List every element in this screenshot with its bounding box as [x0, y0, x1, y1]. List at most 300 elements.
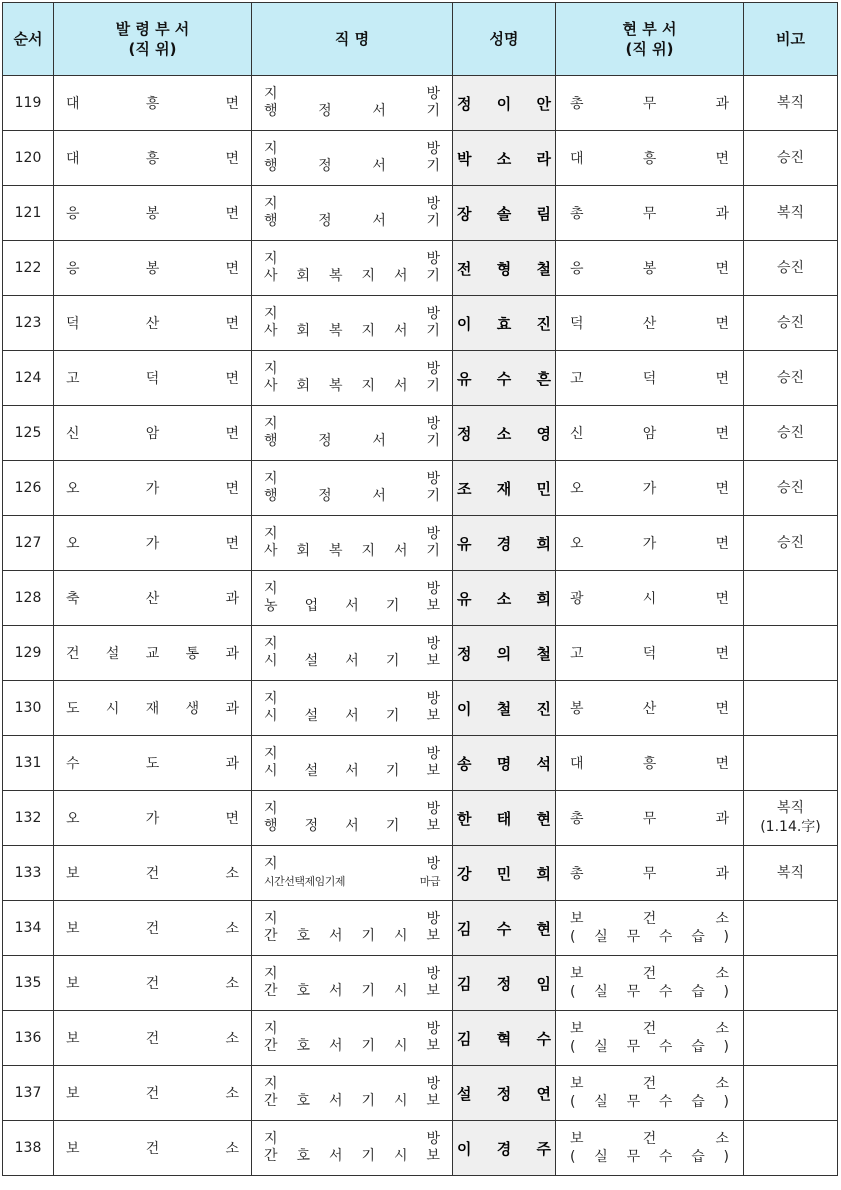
current-dept-note-char: 수	[658, 1039, 673, 1055]
dept-cell	[54, 1066, 252, 1121]
position-title-char: 간	[264, 1148, 278, 1164]
position-grade-char: 지	[264, 856, 278, 872]
position-cell	[252, 351, 453, 406]
current-dept-text	[556, 910, 743, 946]
position-grade	[264, 636, 440, 653]
position-cell	[252, 516, 453, 571]
person-name-char: 태	[496, 809, 512, 828]
position-title-char: 서	[372, 103, 386, 119]
current-dept-note-char: )	[723, 1149, 729, 1165]
table-row	[3, 241, 838, 296]
position-text	[252, 1131, 452, 1165]
position-title-char: 서	[345, 763, 359, 779]
dept-text-char: 도	[145, 756, 160, 772]
person-name-char: 소	[496, 589, 512, 608]
position-text	[252, 526, 452, 560]
person-name	[453, 203, 555, 224]
person-name-char: 유	[457, 589, 472, 608]
current-dept-char: 덕	[642, 371, 657, 387]
dept-cell	[54, 516, 252, 571]
position-cell	[252, 186, 453, 241]
person-name-char: 진	[536, 314, 551, 333]
current-dept-char: 가	[642, 536, 657, 552]
dept-text-char: 건	[145, 976, 160, 992]
person-name-char: 희	[536, 534, 551, 553]
position-title-char: 서	[328, 1148, 343, 1164]
person-name-char: 임	[536, 974, 551, 993]
position-title-char: 행	[264, 488, 278, 504]
dept-text	[54, 368, 251, 388]
position-title-char: 서	[372, 213, 386, 229]
position-cell	[252, 76, 453, 131]
seq-cell: 126	[3, 461, 54, 516]
person-name-char: 경	[496, 1139, 512, 1158]
person-name-char: 조	[457, 479, 472, 498]
dept-text-char: 보	[66, 1086, 80, 1102]
position-grade-char: 방	[426, 306, 440, 322]
dept-text-char: 건	[66, 646, 80, 662]
position-title-char: 기	[385, 653, 400, 669]
note-text: 복직	[776, 204, 805, 221]
position-grade	[264, 306, 440, 323]
position-cell	[252, 901, 453, 956]
table-row	[3, 296, 838, 351]
current-dept-note-char: (	[570, 1039, 576, 1055]
dept-text-char: 오	[66, 481, 80, 497]
current-dept-char: 면	[715, 756, 729, 772]
dept-cell	[54, 956, 252, 1011]
position-title-char: 시	[393, 1038, 408, 1054]
position-grade-char: 방	[426, 966, 440, 982]
current-dept-char: 소	[715, 1076, 729, 1092]
table-row	[3, 681, 838, 736]
position-title-char: 기	[426, 103, 440, 119]
position-title-char: 업	[304, 598, 319, 614]
dept-text-char: 덕	[145, 371, 160, 387]
position-title-char: 기	[426, 268, 440, 284]
dept-text-char: 건	[145, 1031, 160, 1047]
position-title	[264, 928, 440, 945]
current-dept	[556, 863, 743, 883]
dept-text	[54, 1028, 251, 1048]
position-title-char: 기	[426, 433, 440, 449]
position-title-char: 간	[264, 928, 278, 944]
position-grade-char: 방	[426, 746, 440, 762]
position-text	[252, 911, 452, 945]
current-dept-note-char: 수	[658, 929, 673, 945]
dept-text-char: 가	[145, 536, 160, 552]
position-title-char: 호	[296, 983, 311, 999]
dept-text-char: 면	[225, 316, 239, 332]
name-cell	[453, 791, 556, 846]
dept-text	[54, 148, 251, 168]
position-title-char: 사	[264, 268, 278, 284]
position-title	[264, 323, 440, 340]
position-grade-char: 방	[426, 801, 440, 817]
person-name-char: 강	[457, 864, 472, 883]
table-row	[3, 351, 838, 406]
dept-text-char: 보	[66, 866, 80, 882]
current-dept-cell	[556, 406, 744, 461]
table-row	[3, 76, 838, 131]
position-title-char: 기	[385, 763, 400, 779]
current-dept-cell	[556, 681, 744, 736]
name-cell	[453, 461, 556, 516]
current-dept-char: 무	[642, 866, 657, 882]
current-dept-char: 오	[570, 481, 584, 497]
position-grade-char: 지	[264, 251, 278, 267]
position-title-char: 사	[264, 543, 278, 559]
current-dept-char: 면	[715, 426, 729, 442]
dept-text-char: 소	[225, 1141, 239, 1157]
position-text	[252, 856, 452, 890]
position-title-char: 복	[328, 268, 343, 284]
dept-text-char: 시	[105, 701, 120, 717]
position-title-char: 기	[361, 928, 375, 944]
dept-text	[54, 1083, 251, 1103]
person-name-char: 철	[536, 644, 551, 663]
dept-text	[54, 973, 251, 993]
note-cell	[744, 241, 838, 296]
current-dept-char: 건	[642, 1076, 657, 1092]
note-cell	[744, 1121, 838, 1176]
current-dept	[556, 93, 743, 113]
person-name-char: 한	[457, 809, 472, 828]
current-dept-note	[570, 928, 729, 946]
dept-text-char: 소	[225, 1031, 239, 1047]
dept-text-char: 대	[66, 151, 80, 167]
dept-text	[54, 258, 251, 278]
dept-text-char: 오	[66, 811, 80, 827]
current-dept-char: 소	[715, 1131, 729, 1147]
person-name-char: 이	[457, 699, 472, 718]
position-title-char: 서	[372, 158, 386, 174]
person-name	[453, 588, 555, 609]
current-dept-char: 산	[642, 701, 657, 717]
current-dept-text	[556, 1020, 743, 1056]
dept-text-char: 응	[66, 261, 80, 277]
dept-text-char: 건	[145, 921, 160, 937]
person-name	[453, 368, 555, 389]
current-dept-char: 소	[715, 1021, 729, 1037]
position-grade-char: 지	[264, 746, 278, 762]
current-dept-char: 총	[570, 866, 584, 882]
dept-cell	[54, 131, 252, 186]
dept-text-char: 대	[66, 96, 80, 112]
current-dept-text	[556, 1075, 743, 1111]
current-dept-char: 보	[570, 1131, 584, 1147]
seq-cell: 123	[3, 296, 54, 351]
current-dept-char: 무	[642, 206, 657, 222]
person-name-char: 안	[536, 94, 551, 113]
seq-cell: 134	[3, 901, 54, 956]
position-title-char: 행	[264, 213, 278, 229]
dept-cell	[54, 736, 252, 791]
current-dept	[570, 1130, 729, 1148]
position-title	[264, 378, 440, 395]
name-cell	[453, 1066, 556, 1121]
current-dept-cell	[556, 901, 744, 956]
dept-text-char: 재	[145, 701, 160, 717]
dept-text-char: 면	[225, 481, 239, 497]
dept-text-char: 소	[225, 1086, 239, 1102]
person-name-char: 혁	[496, 1029, 512, 1048]
position-grade	[264, 801, 440, 818]
current-dept-note	[570, 1148, 729, 1166]
person-name-char: 형	[496, 259, 512, 278]
position-title-char: 서	[345, 598, 359, 614]
person-name-char: 현	[536, 809, 551, 828]
person-name-char: 의	[496, 644, 512, 663]
position-title-char: 정	[304, 818, 319, 834]
position-title-char: 정	[318, 213, 332, 229]
table-row	[3, 406, 838, 461]
position-title-char: 서	[345, 708, 359, 724]
dept-text-char: 도	[66, 701, 80, 717]
seq-cell: 135	[3, 956, 54, 1011]
note-text: 승진	[776, 149, 805, 166]
position-grade-char: 지	[264, 1076, 278, 1092]
name-cell	[453, 1121, 556, 1176]
current-dept-cell	[556, 131, 744, 186]
current-dept-char: 건	[642, 911, 657, 927]
person-name-char: 현	[536, 919, 551, 938]
dept-text-char: 건	[145, 1086, 160, 1102]
current-dept-char: 과	[715, 866, 729, 882]
current-dept-cell	[556, 461, 744, 516]
position-title-char: 서	[393, 378, 408, 394]
person-name-char: 김	[457, 974, 472, 993]
seq-cell: 128	[3, 571, 54, 626]
position-title-char: 간	[264, 1038, 278, 1054]
dept-text-char: 소	[225, 976, 239, 992]
current-dept-char: 덕	[570, 316, 584, 332]
position-grade	[264, 581, 440, 598]
position-title-char: 복	[328, 323, 343, 339]
note-cell	[744, 681, 838, 736]
position-grade	[264, 691, 440, 708]
person-name-char: 소	[496, 424, 512, 443]
position-title-char: 설	[304, 763, 319, 779]
note-text: 복직	[776, 800, 805, 816]
seq-cell: 124	[3, 351, 54, 406]
position-title-char: 기	[426, 543, 440, 559]
table-row	[3, 1011, 838, 1066]
header-current-label: 현 부 서	[622, 20, 677, 38]
position-title	[264, 653, 440, 670]
position-title-char: 기	[385, 598, 400, 614]
table-row	[3, 736, 838, 791]
dept-cell	[54, 1121, 252, 1176]
current-dept-char: 무	[642, 811, 657, 827]
dept-text	[54, 1138, 251, 1158]
position-grade	[264, 911, 440, 928]
note-cell	[744, 901, 838, 956]
current-dept-note-char: 수	[658, 1149, 673, 1165]
person-name-char: 철	[536, 259, 551, 278]
position-title-char: 서	[393, 268, 408, 284]
position-title-char: 농	[264, 598, 278, 614]
position-grade	[264, 251, 440, 268]
current-dept	[556, 148, 743, 168]
current-dept-char: 소	[715, 966, 729, 982]
current-dept-cell	[556, 846, 744, 901]
current-dept-cell	[556, 241, 744, 296]
current-dept	[556, 753, 743, 773]
person-name-char: 영	[536, 424, 551, 443]
current-dept	[556, 258, 743, 278]
position-text	[252, 141, 452, 175]
current-dept-char: 응	[570, 261, 584, 277]
person-name-char: 소	[496, 149, 512, 168]
dept-cell	[54, 626, 252, 681]
person-name-char: 이	[457, 1139, 472, 1158]
position-title-char: 보	[426, 818, 440, 834]
position-text	[252, 251, 452, 285]
position-grade-char: 지	[264, 636, 278, 652]
position-cell	[252, 571, 453, 626]
header-current	[556, 3, 744, 76]
dept-text-char: 교	[145, 646, 160, 662]
current-dept	[570, 1075, 729, 1093]
position-title-char: 서	[328, 1093, 343, 1109]
position-title-char: 설	[304, 708, 319, 724]
name-cell	[453, 846, 556, 901]
current-dept-char: 면	[715, 481, 729, 497]
name-cell	[453, 406, 556, 461]
dept-text	[54, 588, 251, 608]
position-cell	[252, 1066, 453, 1121]
position-grade-char: 방	[426, 361, 440, 377]
table-row	[3, 1066, 838, 1121]
current-dept	[570, 1020, 729, 1038]
position-cell	[252, 1121, 453, 1176]
person-name-char: 정	[496, 974, 512, 993]
note-text: 복직	[776, 864, 805, 881]
note-cell	[744, 1066, 838, 1121]
position-title-char: 서	[393, 323, 408, 339]
name-cell	[453, 626, 556, 681]
current-dept-char: 고	[570, 371, 584, 387]
name-cell	[453, 1011, 556, 1066]
current-dept-cell	[556, 736, 744, 791]
position-title-char: 호	[296, 928, 311, 944]
position-grade-char: 지	[264, 691, 278, 707]
position-title-char: 간	[264, 1093, 278, 1109]
current-dept-cell	[556, 296, 744, 351]
person-name	[453, 423, 555, 444]
position-title-char: 서	[328, 983, 343, 999]
position-grade-char: 지	[264, 141, 278, 157]
note-text: 승진	[776, 424, 805, 441]
position-title-char: 행	[264, 103, 278, 119]
current-dept-char: 보	[570, 966, 584, 982]
position-grade	[264, 1021, 440, 1038]
current-dept-note-char: )	[723, 929, 729, 945]
dept-text-char: 소	[225, 921, 239, 937]
dept-text-char: 가	[145, 811, 160, 827]
position-title	[264, 818, 440, 835]
position-text	[252, 746, 452, 780]
dept-text	[54, 423, 251, 443]
position-cell	[252, 791, 453, 846]
position-title-char: 시	[393, 1093, 408, 1109]
person-name	[453, 753, 555, 774]
position-title-char: 시	[393, 928, 408, 944]
position-title-char: 서	[393, 543, 408, 559]
current-dept-note	[570, 1038, 729, 1056]
position-text	[252, 1021, 452, 1055]
person-name	[453, 258, 555, 279]
position-title-char: 기	[426, 488, 440, 504]
seq-cell: 137	[3, 1066, 54, 1121]
current-dept-char: 오	[570, 536, 584, 552]
position-grade	[264, 86, 440, 103]
position-grade-char: 방	[426, 251, 440, 267]
position-title	[264, 983, 440, 1000]
person-name-char: 박	[457, 149, 472, 168]
position-title-char: 기	[385, 708, 400, 724]
current-dept-note-char: 수	[658, 1094, 673, 1110]
current-dept-char: 총	[570, 96, 584, 112]
current-dept	[556, 698, 743, 718]
current-dept-char: 대	[570, 151, 584, 167]
table-row	[3, 956, 838, 1011]
position-text	[252, 966, 452, 1000]
table-row	[3, 901, 838, 956]
position-grade	[264, 141, 440, 158]
seq-cell: 119	[3, 76, 54, 131]
dept-text	[54, 808, 251, 828]
position-title-char: 서	[372, 433, 386, 449]
position-title-char: 기	[426, 323, 440, 339]
current-dept-text	[556, 965, 743, 1001]
position-text	[252, 1076, 452, 1110]
current-dept-cell	[556, 516, 744, 571]
position-grade	[264, 526, 440, 543]
dept-text	[54, 478, 251, 498]
note-cell	[744, 186, 838, 241]
current-dept-note-char: )	[723, 1094, 729, 1110]
current-dept-char: 보	[570, 1076, 584, 1092]
current-dept-note-char: 실	[594, 984, 608, 1000]
position-title-char: 기	[385, 818, 400, 834]
seq-cell: 121	[3, 186, 54, 241]
current-dept-note-char: 습	[691, 1149, 705, 1165]
person-name	[453, 973, 555, 994]
person-name	[453, 863, 555, 884]
position-text	[252, 361, 452, 395]
note-text: 승진	[776, 314, 805, 331]
dept-text-char: 면	[225, 811, 239, 827]
note-cell	[744, 131, 838, 186]
dept-cell	[54, 901, 252, 956]
current-dept-char: 면	[715, 701, 729, 717]
dept-text-char: 통	[185, 646, 200, 662]
person-name-char: 효	[496, 314, 512, 333]
position-title-char: 보	[426, 763, 440, 779]
dept-text-char: 축	[66, 591, 80, 607]
current-dept-char: 보	[570, 1021, 584, 1037]
current-dept-note-char: 수	[658, 984, 673, 1000]
seq-cell: 129	[3, 626, 54, 681]
person-name-char: 명	[496, 754, 512, 773]
current-dept-cell	[556, 791, 744, 846]
position-grade-char: 방	[426, 911, 440, 927]
seq-cell: 127	[3, 516, 54, 571]
note-text: 승진	[776, 369, 805, 386]
dept-text-char: 보	[66, 1031, 80, 1047]
